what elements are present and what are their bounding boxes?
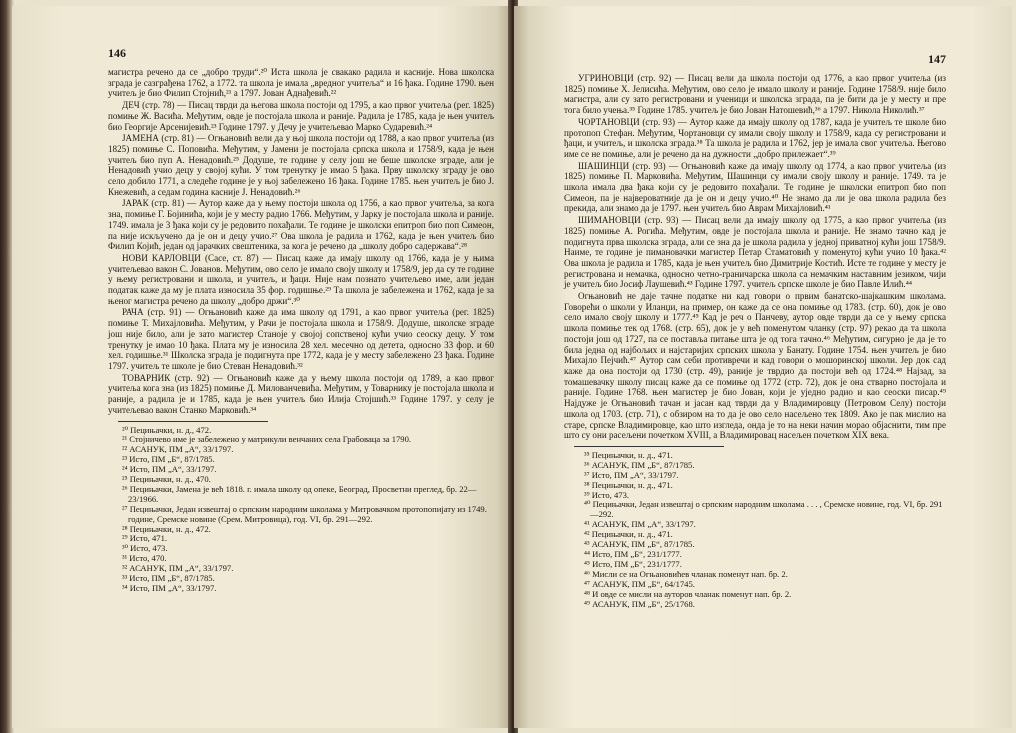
footnote: ⁴³ АСАНУК, ПМ „Б“, 87/1785. [584,539,695,550]
paragraph: ТОВАРНИК (стр. 92) — Огњановић каже да у њему школа постоји од 1789, а као првог учитеља кога зна (из 1825) помиње Д. Милованчевића. Међутим, у Товарнику је постојала школа и раније, а радила је и 1785, када је њен учитељ био Илија Стојшић.³³ Године 1797. у селу је учитељевао вакон Станко Марковић.³⁴ [108,372,494,415]
left-page [12,6,512,728]
footnote: ⁴⁶ Мисли се на Огњановићев чланак поменут нап. бр. 2. [584,568,788,579]
footnote: ²⁹ Исто, 471. [122,533,168,544]
footnote: ²⁸ Пецињачки, н. д., 472. [122,523,211,534]
page-number: 147 [928,52,946,66]
paragraph: Огњановић не даје тачне податке ни кад говори о првим банатско-шајкашким школама. Говорећи о школи у Иланџи, на пример, он каже да се она помиње од 1783. (стр. 60), док је ово село имало своју школу и 1777.⁴⁵ Кад је реч о Панчеву, аутор овде тврди да се у њему српска школа помиње тек од 1768. (стр. 65), док је у већ поменутом чланку (стр. 97) рекао да та школа постоји још од 1727, па се поставља питање шта је од тога тачно.⁴⁶ Међутим, сигурно је да је то била једна од најбољих и најстаријих српских школа у Банату. Године 1754. њен учитељ је био Михајло Пејчић.⁴⁷ Аутор сам себи противречи и кад говори о мошоринској школи. Јер док сад каже да она постоји од 1730 (стр. 49), раније је тврдио да постоји већ од 1724.⁴⁸ Најзад, за томашевачку школу писац каже да се помиње од 1772 (стр. 72), док је она стварно постојала и раније. Године 1768. њен магистер је био Јован, који је уједно радио и као сеоски писар.⁴⁹ Најдуже је Огњановић тачан и јасан кад тврди да у Владимировцу (Петровом Селу) постоји школа од 1703. (стр. 71), с обзиром на то да је ово село насељено тек 1809. Ако је пак мислио на старе, српске Владимировце, као што изгледа, онда је то на неки начин морао објаснити, тим пре што су они расељени почетком XVIII, а Владимировац насељен почетком XIX века. [564,291,946,441]
footnote: ³⁸ Пецињачки, н. д., 471. [584,479,673,490]
footnote: ³⁷ Исто, ПМ „А“, 33/1797. [584,469,679,480]
footnote: ⁴⁹ АСАНУК, ПМ „Б“, 25/1768. [584,598,695,609]
footnote: ³³ Исто, ПМ „Б“, 87/1785. [122,573,215,584]
footnote: ²⁴ Исто, ПМ „А“, 33/1797. [122,464,217,475]
paragraph: ДЕЧ (стр. 78) — Писац тврди да његова школа постоји од 1795, а као првог учитеља (рег. 1825) помиње Ж. Васића. Међутим, овде је постојала школа и раније. Радила је 1785, када је њен учитељ био Георгије Арсенијевић.²³ Године 1797. у Дечу је учитељевао Марко Сударевић.²⁴ [108,100,494,132]
paragraph: РАЧА (стр. 91) — Огњановић каже да има школу од 1791, а као првог учитеља (рег. 1825) помиње Т. Михајловића. Међутим, у Рачи је постојала школа и 1758/9. Додуше, школске зграде још није било, али је зато магистер Станоје у својој сопственој кући учио сеоску децу. У том тренутку је имао 10 ђака. Плата му је износила 28 хел. месечно од детета, односно 33 фор. и 60 хел. годишње.³¹ Школска зграда је подигнута пре 1772, када је у месту забележено 23 ђака. Године 1797. учитељ те школе је био Стеван Ненадовић.³² [108,307,494,371]
footnote: ⁴⁴ Исто, ПМ „Б“, 231/1777. [584,548,682,559]
footnote-rule [574,446,724,447]
footnote: ³⁹ Исто, 473. [584,489,630,500]
footnote: ⁴⁷ АСАНУК, ПМ „Б“, 64/1745. [584,578,695,589]
footnote: ⁴⁰ Пецињачки, Један извештај о српским народним школама . . . , Сремске новине, год. VI, бр. 291—292. [584,499,943,520]
footnote: ³⁵ Пецињачки, н. д., 471. [584,449,673,460]
footnotes [108,426,494,594]
paragraph: ЈАРАК (стр. 81) — Аутор каже да у њему постоји школа од 1756, а као првог учитеља, за кога зна, помиње Г. Бојинића, који је у месту радио 1766. Међутим, у Јарку је постојала школа и раније. 1749. имала је 3 ђака који су је редовито похађали. Те године је школски епитроп био поп Симеон, па није искључено да је он и децу учио.²⁷ Ова школа је радила и 1762, када је њен учитељ био Филип Којић, један од јарачких свештеника, за кога је речено да „школу добро садержава“.²⁸ [108,198,494,252]
footnote: ²⁶ Пецињачки, Јамена је већ 1818. г. имала школу од опеке, Београд, Просветни преглед, бр. 22—23/1966. [122,483,477,504]
paragraph: магистра речено да се „добро труди“.²⁰ Иста школа је свакако радила и касније. Нова школска зграда је сазграђена 1762, а 1772. та школа је имала „вредног учитеља“ и 16 ђака. Године 1790. њен учитељ је био Филип Стојнић,²¹ а 1797. Јован Аднађевић.²² [108,67,494,99]
footnote: ²⁰ Пецињачки, н. д., 472. [122,424,212,435]
footnote: ⁴⁸ И овде се мисли на ауторов чланак поменут нап. бр. 2. [584,588,792,599]
footnote: ²⁵ Пецињачки, н. д., 470. [122,474,211,485]
right-page [514,6,1012,728]
body-text [108,67,494,416]
footnote: ³⁰ Исто, 473. [122,543,168,554]
footnote-rule [118,421,268,422]
paragraph: ЈАМЕНА (стр. 81) — Огњановић вели да у њој школа постоји од 1788, а као првог учитеља (из 1825) помиње С. Поповића. Међутим, у Јамени је постојала српска школа и 1758/9, када је њен учитељ био пуп А. Ненадовић.²⁵ Додуше, те године у селу још не беше школске зграде, али је Ненадовић учио децу у својој кући. У том тренутку је имао 5 ђака. Прву школску зграду је ово село добило 1771, а следеће године је у њој забележено 16 ђака. Године 1785. њен учитељ је био Ј. Кнежевић, а седам година касније Ј. Ненадовић.²⁶ [108,133,494,197]
footnote: ²¹ Стојничево име је забележено у матрикули венчаних села Грабоваца за 1790. [122,434,412,445]
footnote: ³⁶ АСАНУК, ПМ „Б“, 87/1785. [584,459,695,470]
footnotes [564,451,946,610]
footnote: ⁴² Пецињачки, н. д., 471. [584,529,673,540]
footnote: ⁴¹ АСАНУК, ПМ „А“, 33/1797. [584,519,696,530]
paragraph: ШИМАНОВЦИ (стр. 93) — Писац вели да имају школу од 1775, а као првог учитеља (из 1825) помиње А. Рогића. Међутим, овде је постојала школа и раније. Не знамо тачно кад је подигнута прва школска зграда, али се зна да је школа радила у једној приватној кући још 1758/9. Наиме, те године је пимановачки магистер Петар Стаматовић у поменутој кући учио 10 ђака.⁴² Ова школа је радила и 1785, када је њен учитељ био Димитрије Костић. Исте те године у месту је регистрована и немачка, односно четно-граничарска школа са немачким наставним језиком, чији је учитељ био Јосиф Лаушевић.⁴³ Године 1797. учитељ српске школе је био Павле Илић.⁴⁴ [564,215,946,290]
paragraph: УГРИНОВЦИ (стр. 92) — Писац вели да школа постоји од 1776, а као првог учитеља (из 1825) помиње Х. Јелисића. Међутим, ово село је имало школу и раније. Године 1758/9. није било магистра, али су зато регистровани и ученици и школска зграда, па је бити да је у месту и пре тога било учења.³⁵ Године 1785. учитељ је био Јован Натошевић,³⁶ а 1797. Никола Николић.³⁷ [564,73,946,116]
page-number: 146 [108,46,126,60]
footnote: ³¹ Исто, 470. [122,553,167,564]
body-text [564,73,946,441]
footnote: ³² АСАНУК, ПМ „А“, 33/1797. [122,563,234,574]
paragraph: ЧОРТАНОВЦИ (стр. 93) — Аутор каже да имају школу од 1787, када је учитељ те школе био протопоп Стефан. Међутим, Чортановци су имали своју школу и 1758/9, када су регистровани и ђаци, и учитељ, и школска зграда.³⁸ Та школа је радила и 1762, јер је имала свог учитеља. Његово име се не помиње, али је речено да на дужности „добро прилежает“.³⁹ [564,116,946,159]
footnote: ²³ Исто, ПМ „Б“, 87/1785. [122,454,215,465]
footnote: ³⁴ Исто, ПМ „А“, 33/1797. [122,583,217,593]
paragraph: НОВИ КАРЛОВЦИ (Сасе, ст. 87) — Писац каже да имају школу од 1766, када је у њима учитељевао вакон С. Јованов. Међутим, ово село је имало своју школу и 1758/9, јер да су те године у њему регистровани и школа, и учитељ, и ђаци. Није нам познато учитељево име, али један податак каже да му је плата износила 35 фор. годишње.²⁹ Та школа је забележена и 1762, када је за њеног магистра речено да школу „добро држи“.³⁰ [108,252,494,306]
footnote: ⁴⁵ Исто, ПМ „Б“, 231/1777. [584,558,682,569]
footnote: ²⁷ Пецињачки, Један извештај о српским народним школама у Митровачком протопопијату из 1749. године, Сремске новине (Срем. Митровица), год. VI, бр. 291—292. [122,503,487,524]
paragraph: ШАШИНЦИ (стр. 93) — Огњановић каже да имају школу од 1774, а као првог учитеља (из 1825) помиње П. Марковића. Међутим, Шашинци су имали своју школу и раније. 1749. та је школа имала два ђака који су је редовито похађали. Те године је школски епитроп био поп Симеон, па је највероватније да је он и децу учио.⁴⁰ Не знамо да ли је ова школа радила без прекида, али знамо да је 1797. њен учитељ био Аврам Михајловић.⁴¹ [564,160,946,214]
footnote: ²² АСАНУК, ПМ „А“, 33/1797. [122,444,234,455]
